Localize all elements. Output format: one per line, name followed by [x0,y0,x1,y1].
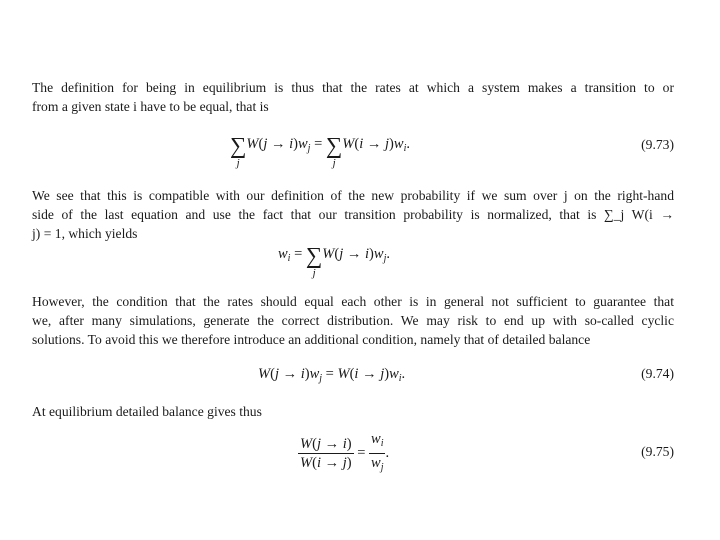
equation-body: $w_i$ = ∑ j $W(j \to i)w_j$. [278,243,390,279]
text-line: solutions. To avoid this we therefore introduce an additional condition, namely that of detailed balance [32,332,591,347]
text-line: side of the last equation and use the fact that our transition probability is normalized, that is ∑_j W(i → [32,207,674,222]
equation-body: $W(j \to i)w_j = W(i \to j)w_i$. [258,366,406,384]
paragraph-equilibrium-definition [32,78,674,116]
text-line: The definition for being in equilibrium is thus that the rates at which a system makes a transition to or [32,80,674,95]
equation-body: $\frac{W(j \to i)}{W(i \to j)}$ = $\frac{w_i}{w_j}$ . [298,430,389,477]
equation-number: (9.75) [641,444,674,459]
fraction-weights: $\frac{w_i}{w_j}$ [371,431,384,473]
paragraph-detailed-balance-motivation [32,292,674,349]
text-line: j) = 1, which yields [32,226,138,241]
text-line: we, after many simulations, generate the correct distribution. We may risk to end up with so-called cyclic [32,313,674,328]
equation-number: (9.73) [641,137,674,152]
equation-9-73 [32,134,674,174]
equation-9-75 [32,430,674,478]
text-line: We see that this is compatible with our definition of the new probability if we sum over j on the right-hand [32,188,674,203]
text-line: At equilibrium detailed balance gives thus [32,404,262,419]
equation-unnumbered [32,244,674,280]
fraction-rates: $\frac{W(j \to i)}{W(i \to j)}$ [300,436,352,471]
paragraph-detailed-balance-result [32,402,674,421]
equation-number: (9.74) [641,366,674,381]
equation-9-74 [32,366,674,388]
text-line: from a given state i have to be equal, that is [32,99,269,114]
equation-body: ∑ j $W(j \to i)w_j$ = ∑ j $W(i \to j)w_i$. [230,133,410,169]
paragraph-normalization [32,186,674,243]
text-line: However, the condition that the rates should equal each other is in general not sufficient to guarantee that [32,294,674,309]
